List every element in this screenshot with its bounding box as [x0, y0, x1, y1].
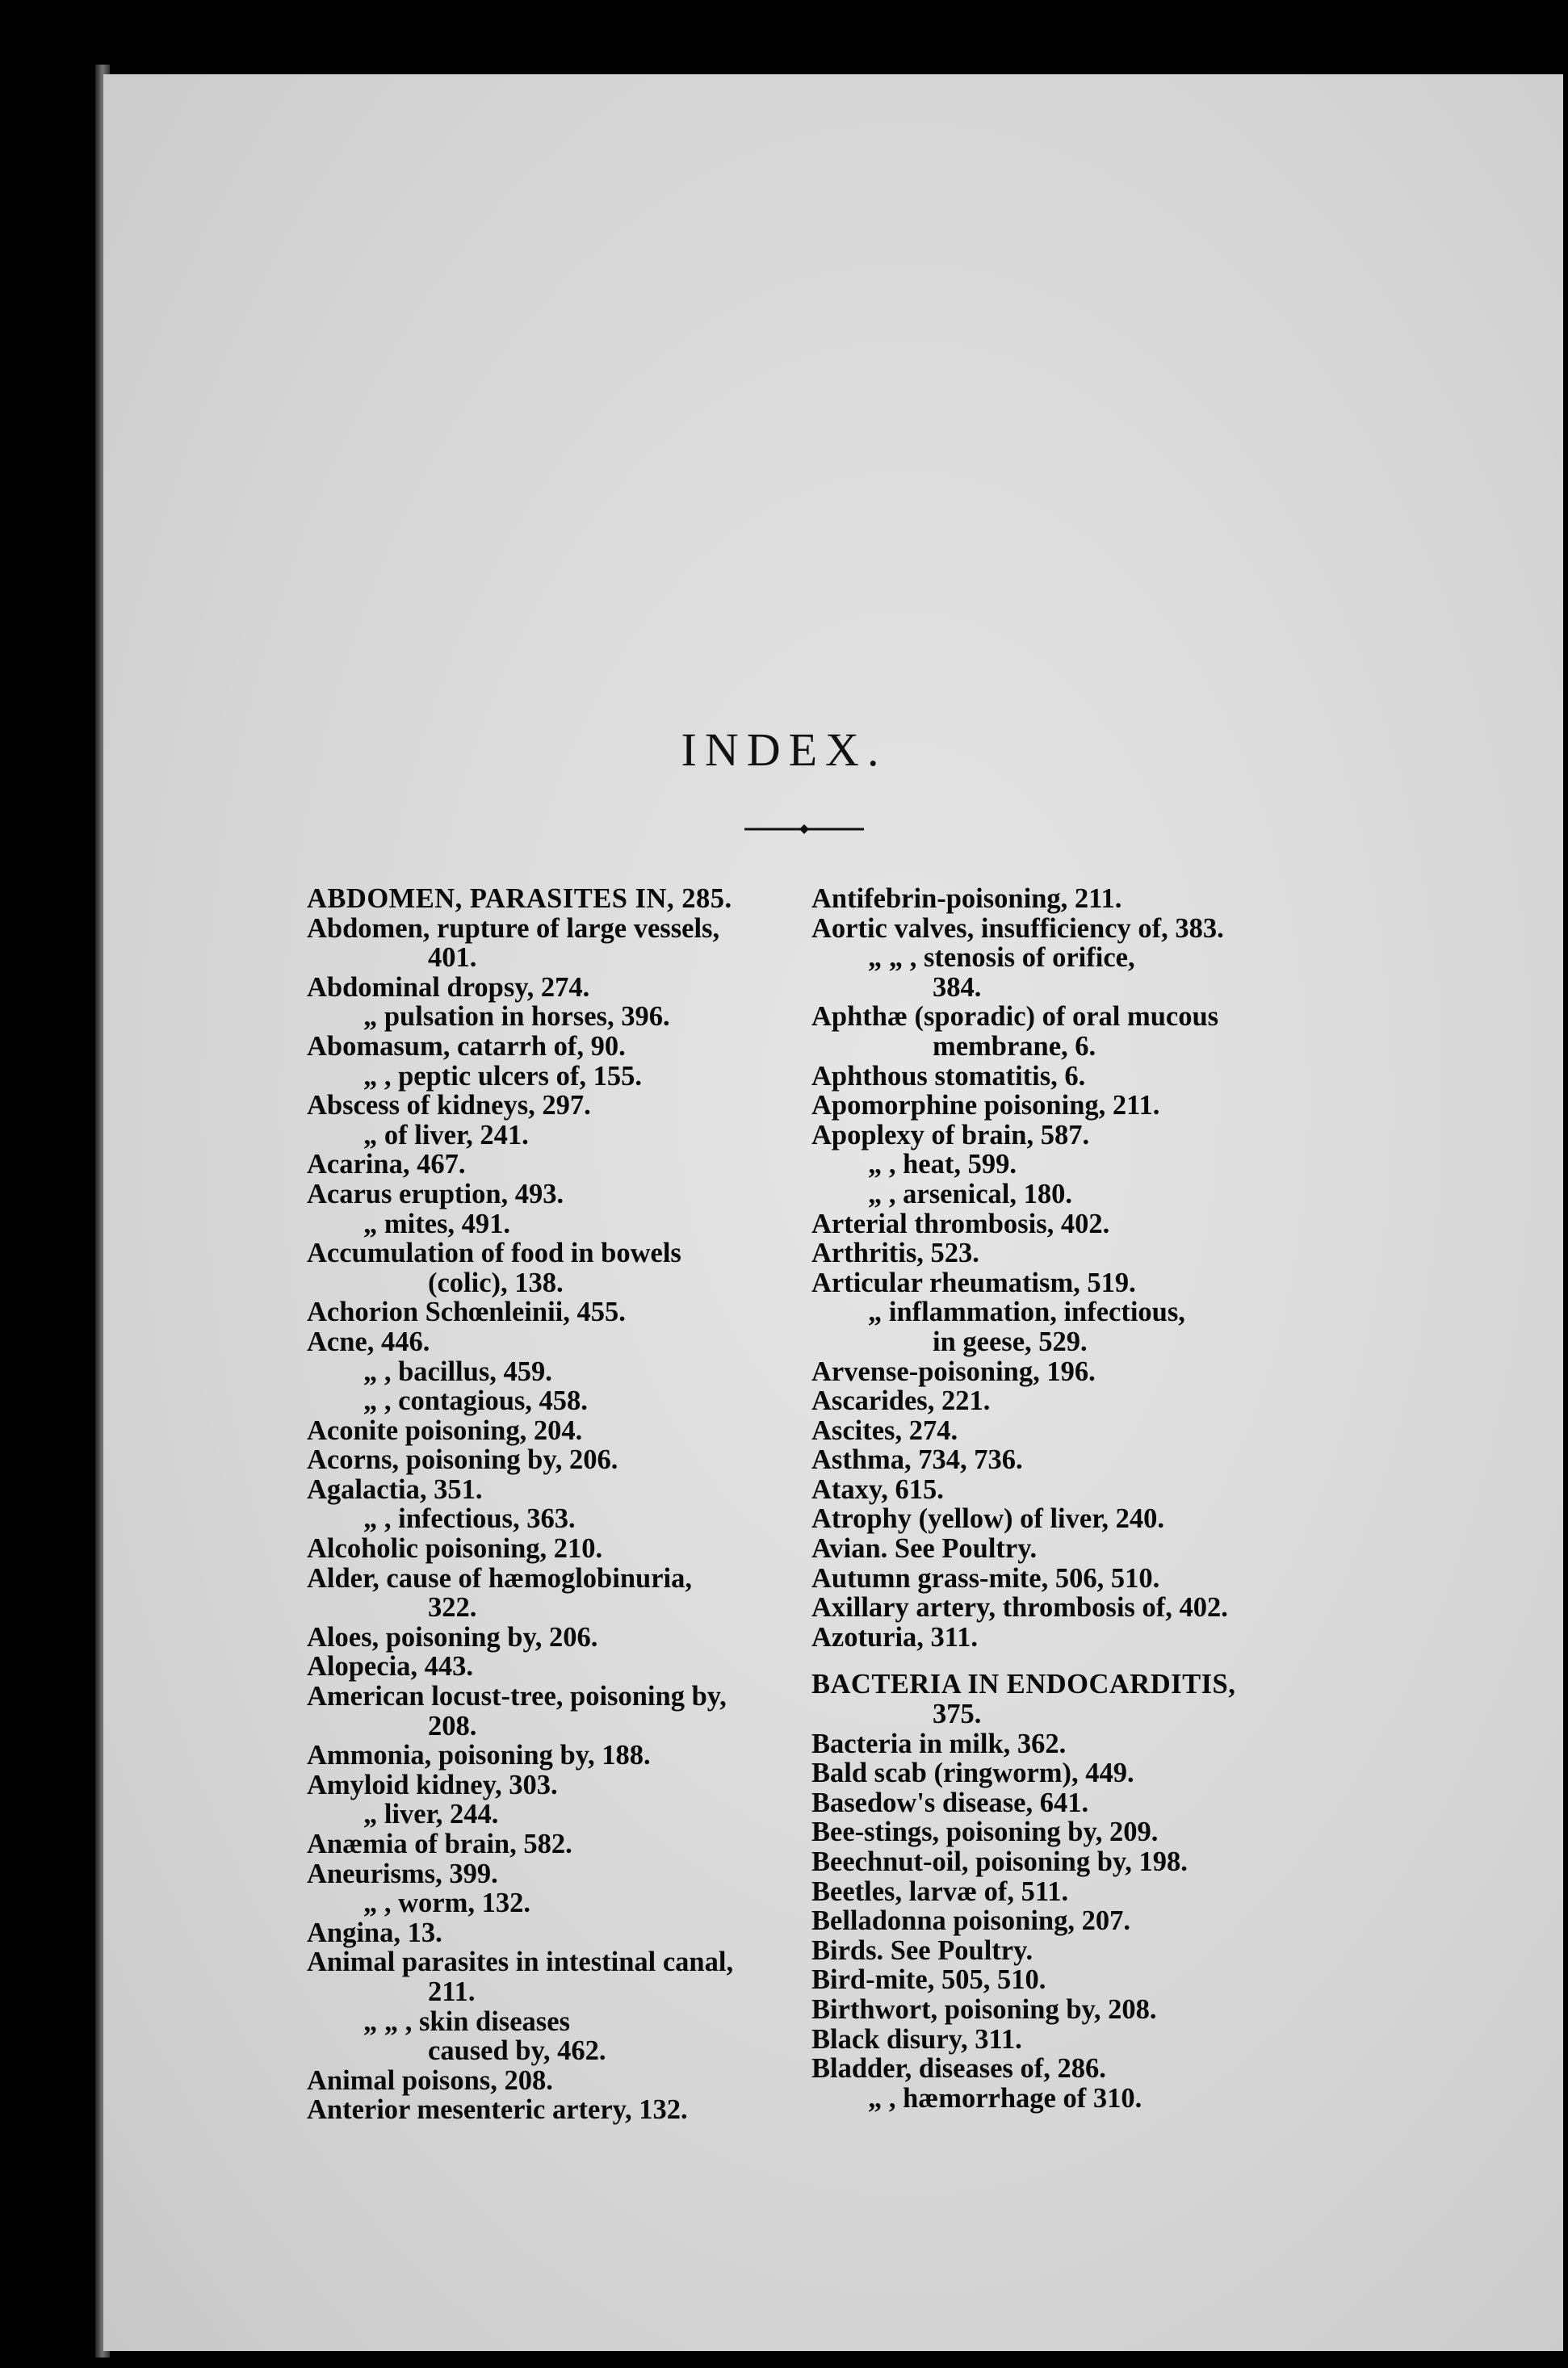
index-entry: Animal parasites in intestinal canal,	[307, 1947, 734, 1978]
index-entry: Aortic valves, insufficiency of, 383.	[811, 912, 1224, 944]
index-entry: Belladonna poisoning, 207.	[811, 1905, 1130, 1937]
index-entry: „ , bacillus, 459.	[363, 1356, 552, 1387]
index-entry: Anæmia of brain, 582.	[307, 1829, 572, 1859]
index-entry: 375.	[933, 1699, 982, 1730]
index-entry: Accumulation of food in bowels	[307, 1238, 681, 1269]
index-entry: Asthma, 734, 736.	[811, 1444, 1023, 1476]
index-entry: Achorion Schœnleinii, 455.	[307, 1297, 626, 1328]
index-column-left	[307, 884, 783, 2125]
index-entry: Agalactia, 351.	[307, 1473, 483, 1505]
index-entry: Apoplexy of brain, 587.	[811, 1119, 1090, 1150]
index-entry: Avian. See Poultry.	[811, 1533, 1038, 1565]
index-entry: 322.	[428, 1592, 477, 1624]
index-entry: „ , heat, 599.	[868, 1149, 1017, 1180]
index-entry: Autumn grass-mite, 506, 510.	[811, 1562, 1160, 1594]
index-entry: Bacteria in milk, 362.	[811, 1728, 1067, 1759]
index-entry: Alcoholic poisoning, 210.	[307, 1533, 603, 1565]
index-entry: Beechnut-oil, poisoning by, 198.	[811, 1846, 1188, 1877]
index-entry: „ , worm, 132.	[363, 1888, 530, 1919]
index-entry: Black disury, 311.	[811, 2023, 1022, 2055]
index-entry: „ „ , skin diseases	[363, 2005, 570, 2037]
index-entry: Beetles, larvæ of, 511.	[811, 1876, 1069, 1907]
index-entry: „ , hæmorrhage of 310.	[868, 2082, 1142, 2114]
index-entry: Acarina, 467.	[307, 1149, 466, 1180]
index-entry: Ammonia, poisoning by, 188.	[307, 1740, 651, 1771]
index-entry: BACTERIA IN ENDOCARDITIS,	[811, 1669, 1236, 1700]
index-entry: Arthritis, 523.	[811, 1238, 979, 1269]
index-entry: Axillary artery, thrombosis of, 402.	[811, 1592, 1228, 1624]
index-entry: Ascarides, 221.	[811, 1385, 991, 1417]
index-entry: Bald scab (ringworm), 449.	[811, 1758, 1134, 1789]
index-entry: „ , peptic ulcers of, 155.	[363, 1060, 642, 1092]
index-entry: „ of liver, 241.	[363, 1119, 529, 1150]
index-entry: Acne, 446.	[307, 1326, 430, 1357]
index-entry: Alopecia, 443.	[307, 1651, 474, 1683]
index-column-right	[811, 884, 1296, 2113]
index-entry: Anterior mesenteric artery, 132.	[307, 2094, 688, 2126]
index-entry: 401.	[428, 942, 477, 974]
index-entry: Amyloid kidney, 303.	[307, 1769, 558, 1800]
index-entry: Apomorphine poisoning, 211.	[811, 1090, 1160, 1121]
index-entry: „ pulsation in horses, 396.	[363, 1001, 670, 1033]
index-entry: Abomasum, catarrh of, 90.	[307, 1030, 626, 1062]
index-entry: Basedow's disease, 641.	[811, 1787, 1089, 1818]
index-entry: 208.	[428, 1710, 477, 1741]
index-entry: Azoturia, 311.	[811, 1621, 979, 1653]
index-entry: Abscess of kidneys, 297.	[307, 1090, 591, 1121]
index-entry: Aphthous stomatitis, 6.	[811, 1060, 1086, 1092]
index-entry: Bladder, diseases of, 286.	[811, 2053, 1106, 2085]
index-entry: Arterial thrombosis, 402.	[811, 1208, 1110, 1239]
index-entry: Articular rheumatism, 519.	[811, 1267, 1136, 1298]
index-entry: „ „ , stenosis of orifice,	[868, 942, 1135, 974]
page-title: INDEX.	[681, 723, 887, 776]
index-entry: Acarus eruption, 493.	[307, 1178, 564, 1209]
index-entry: „ liver, 244.	[363, 1799, 499, 1830]
index-entry: „ mites, 491.	[363, 1208, 511, 1239]
index-entry: Ascites, 274.	[811, 1415, 958, 1446]
index-entry: ABDOMEN, PARASITES IN, 285.	[307, 883, 732, 914]
index-entry: Atrophy (yellow) of liver, 240.	[811, 1503, 1164, 1535]
index-entry: „ , arsenical, 180.	[868, 1178, 1072, 1209]
index-entry: Aphthæ (sporadic) of oral mucous	[811, 1001, 1219, 1033]
index-entry: Abdomen, rupture of large vessels,	[307, 912, 720, 944]
index-entry: 211.	[428, 1976, 476, 2007]
index-entry: Birds. See Poultry.	[811, 1934, 1033, 1966]
index-entry: American locust-tree, poisoning by,	[307, 1681, 727, 1712]
index-entry: Ataxy, 615.	[811, 1473, 944, 1505]
index-entry: Aconite poisoning, 204.	[307, 1415, 583, 1446]
index-entry: Abdominal dropsy, 274.	[307, 971, 590, 1003]
index-entry: Arvense-poisoning, 196.	[811, 1356, 1096, 1387]
index-entry: „ , contagious, 458.	[363, 1385, 588, 1417]
index-entry: Aloes, poisoning by, 206.	[307, 1621, 598, 1653]
index-entry: caused by, 462.	[428, 2035, 606, 2067]
index-entry: Bee-stings, poisoning by, 209.	[811, 1817, 1159, 1848]
index-entry: „ , infectious, 363.	[363, 1503, 576, 1535]
index-entry: Bird-mite, 505, 510.	[811, 1964, 1046, 1996]
index-entry: membrane, 6.	[933, 1030, 1096, 1062]
index-entry: in geese, 529.	[933, 1326, 1088, 1357]
index-entry: Birthwort, poisoning by, 208.	[811, 1993, 1157, 2025]
index-entry: „ inflammation, infectious,	[868, 1297, 1185, 1328]
index-entry: 384.	[933, 971, 982, 1003]
index-entry: Alder, cause of hæmoglobinuria,	[307, 1562, 692, 1594]
index-entry: Acorns, poisoning by, 206.	[307, 1444, 618, 1476]
index-entry: (colic), 138.	[428, 1267, 564, 1298]
index-entry: Angina, 13.	[307, 1917, 442, 1948]
title-ornament	[744, 824, 864, 835]
index-entry: Animal poisons, 208.	[307, 2064, 553, 2096]
index-entry: Aneurisms, 399.	[307, 1858, 498, 1889]
index-entry: Antifebrin-poisoning, 211.	[811, 883, 1122, 914]
